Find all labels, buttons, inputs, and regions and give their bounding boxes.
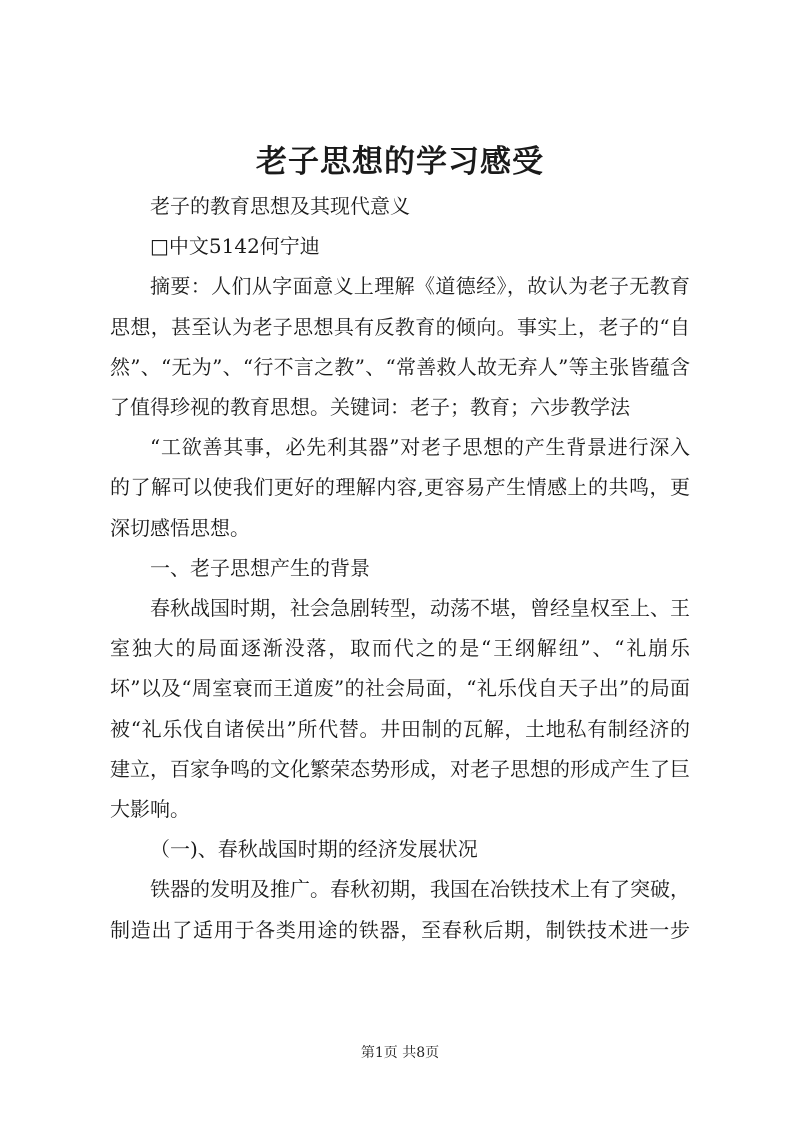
document-title: 老子思想的学习感受 xyxy=(256,144,544,180)
background-paragraph: 春秋战国时期，社会急剧转型，动荡不堪，曾经皇权至上、王室独大的局面逐渐没落，取而代之的是“王纲解纽”、“礼崩乐坏”以及“周室衰而王道废”的社会局面，“礼乐伐自天子出”的局面被“礼乐伐自诸侯出”所代替。井田制的瓦解，土地私有制经济的建立，百家争鸣的文化繁荣态势形成，对老子思想的形成产生了巨大影响。 xyxy=(110,596,690,822)
subtitle-paragraph: 老子的教育思想及其现代意义 xyxy=(150,194,410,218)
section-heading: 一、老子思想产生的背景 xyxy=(150,555,370,580)
iron-paragraph: 铁器的发明及推广。春秋初期，我国在冶铁技术上有了突破，制造出了适用于各类用途的铁器，至春秋后期，制铁技术进一步 xyxy=(110,877,690,942)
subsection-heading: （一)、春秋战国时期的经济发展状况 xyxy=(150,837,478,862)
intro-paragraph: “工欲善其事，必先利其器”对老子思想的产生背景进行深入的了解可以使我们更好的理解内容,更容易产生情感上的共鸣，更深切感悟思想。 xyxy=(110,435,690,540)
document-body xyxy=(110,186,690,950)
author-line: □中文5142何宁迪 xyxy=(150,234,320,259)
page-footer: 第1页 共8页 xyxy=(360,1045,440,1061)
abstract-paragraph: 摘要：人们从字面意义上理解《道德经》，故认为老子无教育思想，甚至认为老子思想具有反教育的倾向。事实上，老子的“自然”、“无为”、“行不言之教”、“常善救人故无弃人”等主张皆蕴含了值得珍视的教育思想。关键词：老子；教育；六步教学法 xyxy=(110,274,690,420)
